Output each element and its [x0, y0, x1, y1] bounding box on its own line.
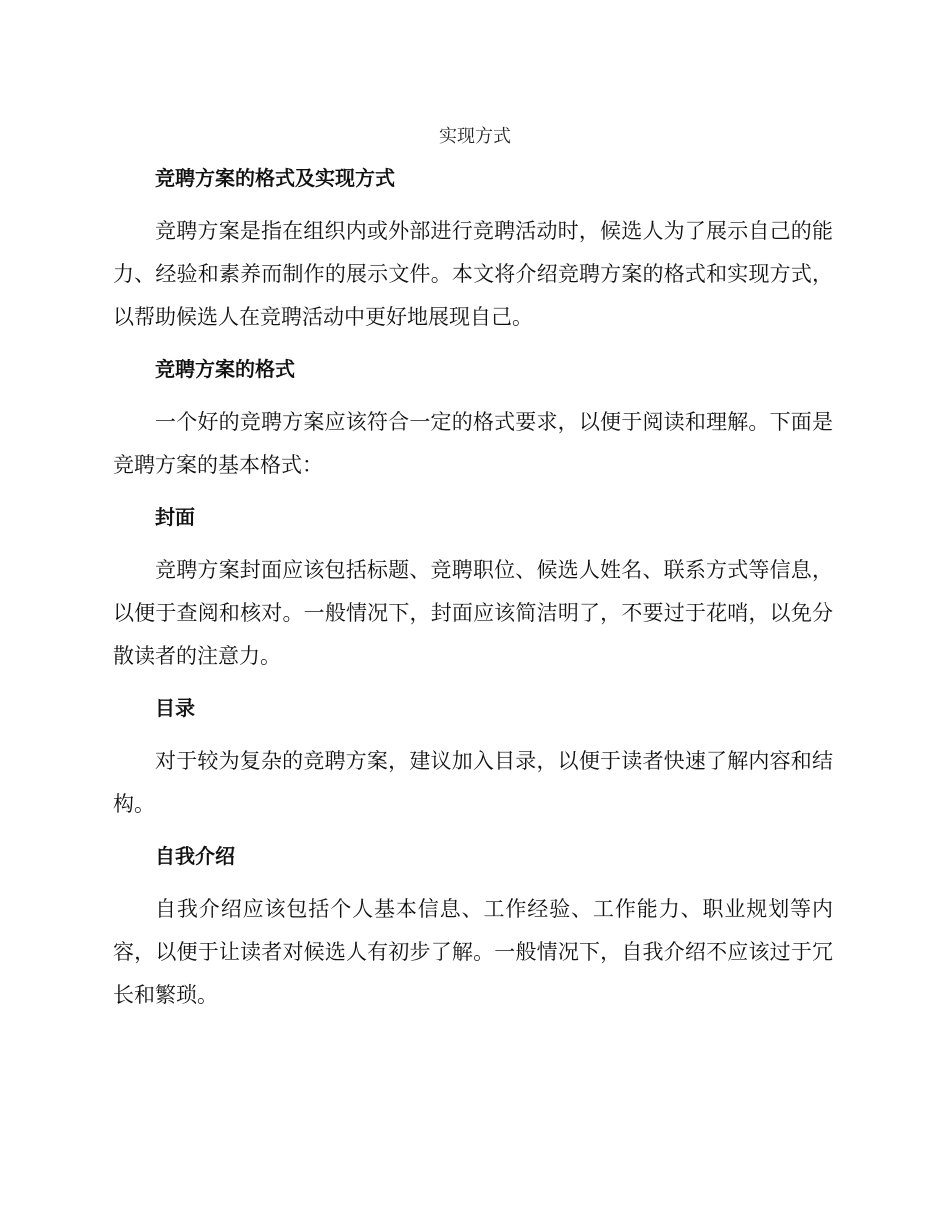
- format-heading: 竞聘方案的格式: [155, 357, 295, 381]
- page-header-title: 实现方式: [439, 126, 511, 147]
- format-paragraph: 一个好的竞聘方案应该符合一定的格式要求，以便于阅读和理解。下面是竞聘方案的基本格式：: [113, 410, 833, 477]
- toc-heading: 目录: [155, 696, 195, 720]
- toc-paragraph: 对于较为复杂的竞聘方案，建议加入目录，以便于读者快速了解内容和结构。: [113, 749, 833, 816]
- document-body: [113, 160, 833, 1017]
- self-intro-paragraph: 自我介绍应该包括个人基本信息、工作经验、工作能力、职业规划等内容，以便于让读者对候选人有初步了解。一般情况下，自我介绍不应该过于冗长和繁琐。: [113, 897, 833, 1007]
- intro-paragraph: 竞聘方案是指在组织内或外部进行竞聘活动时，候选人为了展示自己的能力、经验和素养而制作的展示文件。本文将介绍竞聘方案的格式和实现方式，以帮助候选人在竞聘活动中更好地展现自己。: [113, 219, 833, 329]
- main-title: 竞聘方案的格式及实现方式: [155, 166, 395, 190]
- self-intro-heading: 自我介绍: [155, 844, 235, 868]
- cover-paragraph: 竞聘方案封面应该包括标题、竞聘职位、候选人姓名、联系方式等信息，以便于查阅和核对。一般情况下，封面应该简洁明了，不要过于花哨，以免分散读者的注意力。: [113, 558, 833, 668]
- cover-heading: 封面: [155, 505, 195, 529]
